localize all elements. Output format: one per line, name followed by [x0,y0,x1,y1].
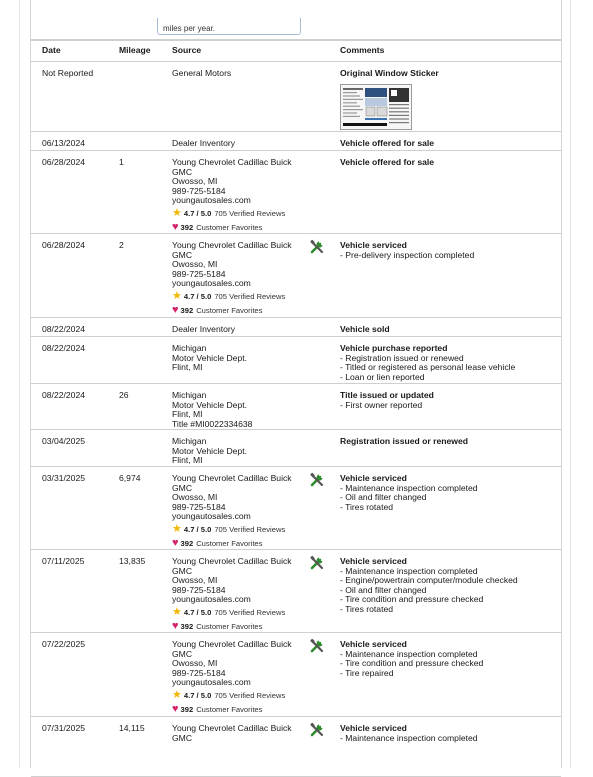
source-line: GMC [172,648,193,659]
record-mileage: 6,974 [119,473,141,483]
header-mileage: Mileage [119,45,151,55]
record-date: 03/31/2025 [42,473,86,483]
comment-title: Vehicle serviced [340,473,407,483]
comment-title: Registration issued or renewed [340,436,468,446]
service-tools-icon [309,239,325,255]
comment-item: - Titled or registered as personal lease vehicle [340,362,516,373]
vehicle-history-page [30,0,562,768]
record-comments [340,139,555,149]
mileage-note-text: miles per year. [163,24,216,33]
record-date: 06/28/2024 [42,157,86,167]
dealer-website-link[interactable]: youngautosales.com [172,278,251,289]
heart-icon: ♥ [172,536,179,549]
comment-item: - Registration issued or renewed [340,352,464,363]
table-header [31,39,561,62]
source-line: Young Chevrolet Cadillac Buick [172,473,292,483]
favorites-count: 392 [180,538,194,548]
source-line: Flint, MI [172,409,203,420]
page-edge-line [570,0,571,768]
star-icon: ★ [172,605,182,618]
record-source [172,139,307,149]
star-icon: ★ [172,522,182,535]
table-row [31,132,561,151]
favorites-count: 392 [180,704,194,714]
record-date: 07/22/2025 [42,639,86,649]
comment-item: - Tire repaired [340,667,394,678]
rating-line [172,207,307,220]
verified-reviews-link[interactable]: 705 Verified Reviews [214,607,286,617]
source-line: Owosso, MI [172,492,218,503]
record-source [172,158,307,234]
source-line: Flint, MI [172,362,203,373]
favorites-count: 392 [180,222,194,232]
record-source [172,724,307,743]
comment-item: - Oil and filter changed [340,492,427,503]
source-line: Motor Vehicle Dept. [172,352,247,363]
source-line: Young Chevrolet Cadillac Buick [172,556,292,566]
service-tools-icon [309,638,325,654]
customer-favorites-label: Customer Favorites [196,621,263,631]
table-row [31,384,561,430]
table-row [31,467,561,550]
heart-icon: ♥ [172,702,179,715]
comment-title: Vehicle serviced [340,639,407,649]
record-mileage: 2 [119,240,124,250]
record-date: 08/22/2024 [42,390,86,400]
record-date: 07/31/2025 [42,723,86,733]
comment-item: - Tire condition and pressure checked [340,594,484,605]
rating-score: 4.7 / 5.0 [183,208,212,218]
record-mileage: 1 [119,157,124,167]
source-line: Owosso, MI [172,176,218,187]
table-row [31,337,561,384]
comment-item: - Maintenance inspection completed [340,732,478,743]
service-tools-icon [309,472,325,488]
source-line: GMC [172,249,193,260]
record-source [172,325,307,335]
record-source [172,391,307,429]
table-row [31,717,561,777]
source-line: Owosso, MI [172,658,218,669]
header-comments: Comments [340,45,385,55]
favorites-line [172,537,307,550]
record-date: 03/04/2025 [42,436,86,446]
star-icon: ★ [172,688,182,701]
header-date: Date [42,45,61,55]
source-line: Owosso, MI [172,575,218,586]
source-line: Young Chevrolet Cadillac Buick [172,240,292,250]
rating-line [172,290,307,303]
record-comments [340,724,555,743]
comment-title: Vehicle purchase reported [340,343,448,353]
verified-reviews-link[interactable]: 705 Verified Reviews [214,524,286,534]
favorites-line [172,620,307,633]
comment-title: Vehicle serviced [340,240,407,250]
comment-item: - Tires rotated [340,501,394,512]
mileage-note-box [157,18,301,35]
comment-item: - Engine/powertrain computer/module checked [340,575,518,586]
record-comments [340,474,555,512]
record-date: 08/22/2024 [42,324,86,334]
source-line: Motor Vehicle Dept. [172,399,247,410]
source-line: 989-725-5184 [172,501,226,512]
comment-item: - Pre-delivery inspection completed [340,249,475,260]
comment-title: Title issued or updated [340,390,434,400]
dealer-website-link[interactable]: youngautosales.com [172,511,251,522]
record-date: 06/13/2024 [42,138,86,148]
table-row [31,62,561,132]
customer-favorites-label: Customer Favorites [196,222,263,232]
comment-item: - First owner reported [340,399,423,410]
favorites-count: 392 [180,621,194,631]
comment-item: - Tire condition and pressure checked [340,658,484,669]
record-comments [340,158,555,168]
dealer-website-link[interactable]: youngautosales.com [172,195,251,206]
favorites-line [172,221,307,234]
record-date: Not Reported [42,68,94,78]
comment-item: - Oil and filter changed [340,584,427,595]
customer-favorites-label: Customer Favorites [196,704,263,714]
verified-reviews-link[interactable]: 705 Verified Reviews [214,208,286,218]
verified-reviews-link[interactable]: 705 Verified Reviews [214,291,286,301]
comment-item: - Maintenance inspection completed [340,482,478,493]
rating-score: 4.7 / 5.0 [183,690,212,700]
record-source [172,344,307,373]
source-line: 989-725-5184 [172,268,226,279]
source-line: Michigan [172,436,207,446]
source-line: Young Chevrolet Cadillac Buick [172,723,292,733]
record-comments [340,241,555,260]
rating-score: 4.7 / 5.0 [183,524,212,534]
record-date: 08/22/2024 [42,343,86,353]
source-line: Young Chevrolet Cadillac Buick [172,157,292,167]
record-comments [340,69,555,79]
heart-icon: ♥ [172,303,179,316]
source-line: Michigan [172,343,207,353]
source-line: 989-725-5184 [172,584,226,595]
comment-title: Vehicle serviced [340,556,407,566]
record-source [172,640,307,716]
rating-score: 4.7 / 5.0 [183,291,212,301]
record-mileage: 13,835 [119,556,146,566]
favorites-line [172,703,307,716]
favorites-count: 392 [180,305,194,315]
record-mileage: 14,115 [119,723,145,733]
record-comments [340,437,555,447]
comment-item: - Tires rotated [340,603,394,614]
comment-title: Original Window Sticker [340,68,439,78]
star-icon: ★ [172,289,182,302]
record-date: 07/11/2025 [42,556,85,566]
rating-score: 4.7 / 5.0 [183,607,212,617]
customer-favorites-label: Customer Favorites [196,538,263,548]
source-line: Dealer Inventory [172,324,236,334]
record-comments [340,557,555,615]
source-line: 989-725-5184 [172,185,226,196]
source-line: Owosso, MI [172,259,218,270]
comment-item: - Maintenance inspection completed [340,648,478,659]
source-line: Title #MI0022334638 [172,418,253,429]
source-line: Michigan [172,390,207,400]
page-edge-line [19,0,20,768]
comment-title: Vehicle offered for sale [340,157,435,167]
source-line: 989-725-5184 [172,667,226,678]
source-line: Motor Vehicle Dept. [172,445,247,456]
record-comments [340,640,555,678]
source-line: General Motors [172,68,232,78]
rating-line [172,689,307,702]
star-icon: ★ [172,206,182,219]
dealer-website-link[interactable]: youngautosales.com [172,594,251,605]
table-row [31,550,561,633]
source-line: Flint, MI [172,455,203,466]
service-tools-icon [309,555,325,571]
comment-title: Vehicle sold [340,324,390,334]
record-date: 06/28/2024 [42,240,86,250]
table-row [31,151,561,234]
dealer-website-link[interactable]: youngautosales.com [172,677,251,688]
table-row [31,234,561,318]
record-source [172,241,307,317]
comment-item: - Loan or lien reported [340,371,425,382]
table-row [31,318,561,337]
window-sticker-thumbnail[interactable] [340,84,412,130]
record-comments [340,325,555,335]
customer-favorites-label: Customer Favorites [196,305,263,315]
record-mileage: 26 [119,390,129,400]
record-comments [340,344,555,382]
table-row [31,633,561,717]
source-line: GMC [172,166,193,177]
record-source [172,557,307,633]
source-line: Dealer Inventory [172,138,236,148]
comment-title: Vehicle offered for sale [340,138,435,148]
record-comments [340,391,555,410]
source-line: GMC [172,732,193,743]
source-line: GMC [172,482,193,493]
service-tools-icon [309,722,325,738]
rating-line [172,523,307,536]
heart-icon: ♥ [172,619,179,632]
heart-icon: ♥ [172,220,179,233]
header-source: Source [172,45,202,55]
record-source [172,69,307,79]
record-source [172,437,307,466]
comment-item: - Maintenance inspection completed [340,565,478,576]
record-source [172,474,307,550]
source-line: GMC [172,565,193,576]
comment-title: Vehicle serviced [340,723,407,733]
source-line: Young Chevrolet Cadillac Buick [172,639,292,649]
favorites-line [172,304,307,317]
rating-line [172,606,307,619]
table-row [31,430,561,467]
verified-reviews-link[interactable]: 705 Verified Reviews [214,690,286,700]
